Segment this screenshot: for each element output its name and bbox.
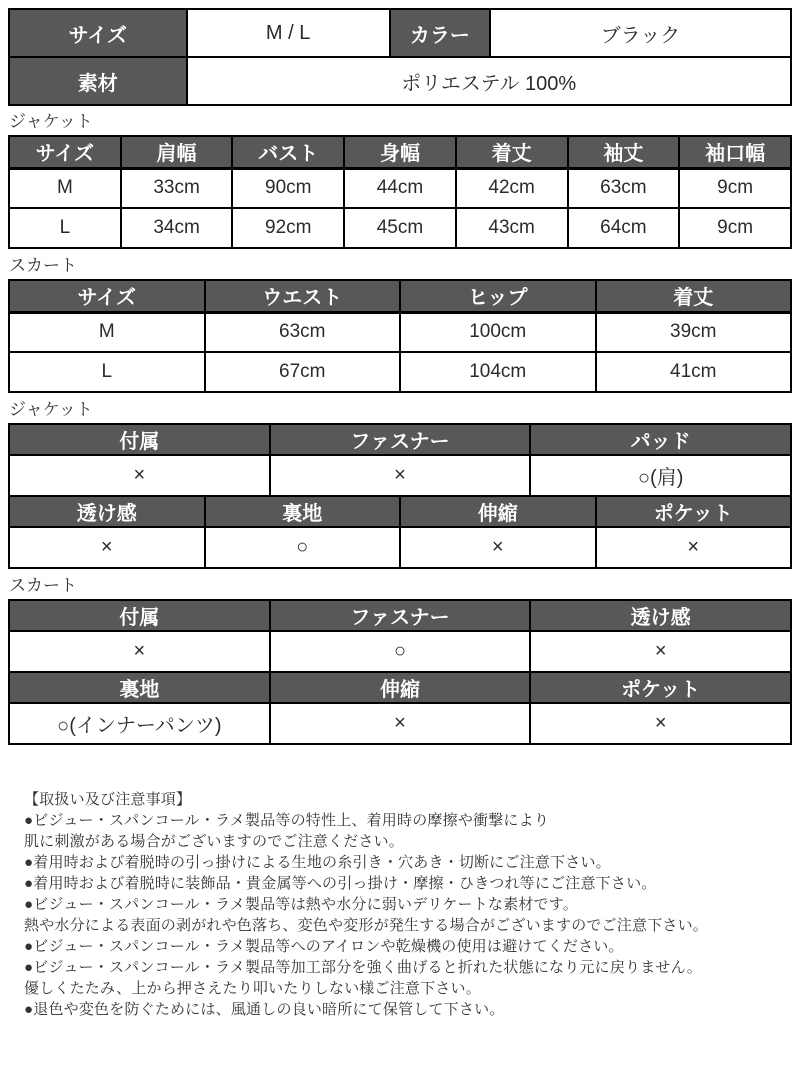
measurement-cell: 43cm bbox=[456, 208, 568, 248]
size-value-cell: M / L bbox=[187, 9, 390, 57]
spec-value-cell: × bbox=[530, 631, 791, 672]
spec-header-cell: ファスナー bbox=[270, 600, 531, 631]
spec-header-cell: 付属 bbox=[9, 424, 270, 455]
column-header-cell: ヒップ bbox=[400, 280, 596, 312]
table-header-row bbox=[9, 496, 791, 527]
column-header-cell: 袖丈 bbox=[568, 136, 680, 168]
spec-value-cell: × bbox=[530, 703, 791, 744]
measurement-cell: 9cm bbox=[679, 168, 791, 208]
care-notes bbox=[24, 789, 792, 1020]
spec-value-cell: × bbox=[270, 455, 531, 496]
table-header-row bbox=[9, 600, 791, 631]
column-header-cell: サイズ bbox=[9, 136, 121, 168]
table-header-row bbox=[9, 280, 791, 312]
table-header-row bbox=[9, 424, 791, 455]
section-label-jacket-size: ジャケット bbox=[9, 112, 93, 131]
spec-value-cell: ○(肩) bbox=[530, 455, 791, 496]
care-note-line: ●ビジュー・スパンコール・ラメ製品等は熱や水分に弱いデリケートな素材です。 bbox=[24, 896, 578, 913]
measurement-cell: 100cm bbox=[400, 312, 596, 352]
material-header-cell: 素材 bbox=[9, 57, 187, 105]
care-note-line: ●ビジュー・スパンコール・ラメ製品等の特性上、着用時の摩擦や衝撃により bbox=[24, 812, 550, 829]
measurement-cell: L bbox=[9, 208, 121, 248]
spec-value-cell: ○ bbox=[270, 631, 531, 672]
measurement-cell: 45cm bbox=[344, 208, 456, 248]
measurement-cell: 9cm bbox=[679, 208, 791, 248]
summary-row-size-color bbox=[9, 9, 791, 57]
column-header-cell: 肩幅 bbox=[121, 136, 233, 168]
measurement-cell: M bbox=[9, 168, 121, 208]
care-note-line: 優しくたたみ、上から押さえたり叩いたりしない様ご注意下さい。 bbox=[24, 980, 481, 997]
spec-header-cell: 透け感 bbox=[9, 496, 205, 527]
column-header-cell: 着丈 bbox=[596, 280, 792, 312]
spec-header-cell: 透け感 bbox=[530, 600, 791, 631]
spec-header-cell: 伸縮 bbox=[270, 672, 531, 703]
spec-header-cell: パッド bbox=[530, 424, 791, 455]
spec-value-cell: × bbox=[596, 527, 792, 568]
spec-header-cell: ファスナー bbox=[270, 424, 531, 455]
care-note-line: ●退色や変色を防ぐためには、風通しの良い暗所にて保管して下さい。 bbox=[24, 1001, 505, 1018]
spec-header-cell: 伸縮 bbox=[400, 496, 596, 527]
measurement-cell: L bbox=[9, 352, 205, 392]
column-header-cell: バスト bbox=[232, 136, 344, 168]
spec-value-cell: × bbox=[9, 455, 270, 496]
summary-row-material bbox=[9, 57, 791, 105]
table-row bbox=[9, 527, 791, 568]
spec-value-cell: × bbox=[270, 703, 531, 744]
section-label-jacket-spec: ジャケット bbox=[9, 400, 93, 419]
column-header-cell: サイズ bbox=[9, 280, 205, 312]
measurement-cell: 33cm bbox=[121, 168, 233, 208]
column-header-cell: 身幅 bbox=[344, 136, 456, 168]
color-value-cell: ブラック bbox=[490, 9, 791, 57]
spec-header-cell: ポケット bbox=[530, 672, 791, 703]
table-row bbox=[9, 168, 791, 208]
table-row bbox=[9, 352, 791, 392]
spec-header-cell: ポケット bbox=[596, 496, 792, 527]
section-label-skirt-size: スカート bbox=[9, 256, 77, 275]
material-value-cell: ポリエステル 100% bbox=[187, 57, 792, 105]
measurement-cell: 34cm bbox=[121, 208, 233, 248]
spec-value-cell: ○(インナーパンツ) bbox=[9, 703, 270, 744]
care-note-line: ●ビジュー・スパンコール・ラメ製品等へのアイロンや乾燥機の使用は避けてください。 bbox=[24, 938, 624, 955]
measurement-cell: 42cm bbox=[456, 168, 568, 208]
jacket-size-table bbox=[8, 135, 792, 249]
care-note-line: ●着用時および着脱時に装飾品・貴金属等への引っ掛け・摩擦・ひきつれ等にご注意下さい。 bbox=[24, 875, 657, 892]
spec-value-cell: ○ bbox=[205, 527, 401, 568]
column-header-cell: ウエスト bbox=[205, 280, 401, 312]
table-row bbox=[9, 312, 791, 352]
spec-header-cell: 裏地 bbox=[9, 672, 270, 703]
skirt-spec-table-group1 bbox=[8, 599, 792, 673]
table-row bbox=[9, 631, 791, 672]
measurement-cell: 39cm bbox=[596, 312, 792, 352]
table-header-row bbox=[9, 136, 791, 168]
measurement-cell: 104cm bbox=[400, 352, 596, 392]
care-note-line: 肌に刺激がある場合がございますのでご注意ください。 bbox=[24, 833, 405, 850]
column-header-cell: 袖口幅 bbox=[679, 136, 791, 168]
spec-value-cell: × bbox=[400, 527, 596, 568]
care-note-line: ●ビジュー・スパンコール・ラメ製品等加工部分を強く曲げると折れた状態になり元に戻りません。 bbox=[24, 959, 702, 976]
measurement-cell: M bbox=[9, 312, 205, 352]
spec-value-cell: × bbox=[9, 631, 270, 672]
care-notes-title: 【取扱い及び注意事項】 bbox=[24, 791, 192, 808]
skirt-size-table bbox=[8, 279, 792, 393]
measurement-cell: 64cm bbox=[568, 208, 680, 248]
spec-header-cell: 裏地 bbox=[205, 496, 401, 527]
measurement-cell: 90cm bbox=[232, 168, 344, 208]
measurement-cell: 92cm bbox=[232, 208, 344, 248]
measurement-cell: 41cm bbox=[596, 352, 792, 392]
care-note-line: ●着用時および着脱時の引っ掛けによる生地の糸引き・穴あき・切断にご注意下さい。 bbox=[24, 854, 611, 871]
table-row bbox=[9, 703, 791, 744]
color-header-cell: カラー bbox=[390, 9, 490, 57]
care-note-line: 熱や水分による表面の剥がれや色落ち、変色や変形が発生する場合がございますのでご注意下さい。 bbox=[24, 917, 709, 934]
jacket-spec-table-group1 bbox=[8, 423, 792, 497]
jacket-spec-table-group2 bbox=[8, 495, 792, 569]
column-header-cell: 着丈 bbox=[456, 136, 568, 168]
spec-value-cell: × bbox=[9, 527, 205, 568]
summary-table bbox=[8, 8, 792, 106]
measurement-cell: 63cm bbox=[568, 168, 680, 208]
section-label-skirt-spec: スカート bbox=[9, 576, 77, 595]
spec-header-cell: 付属 bbox=[9, 600, 270, 631]
measurement-cell: 67cm bbox=[205, 352, 401, 392]
size-header-cell: サイズ bbox=[9, 9, 187, 57]
skirt-spec-table-group2 bbox=[8, 671, 792, 745]
measurement-cell: 63cm bbox=[205, 312, 401, 352]
measurement-cell: 44cm bbox=[344, 168, 456, 208]
table-header-row bbox=[9, 672, 791, 703]
table-row bbox=[9, 455, 791, 496]
table-row bbox=[9, 208, 791, 248]
